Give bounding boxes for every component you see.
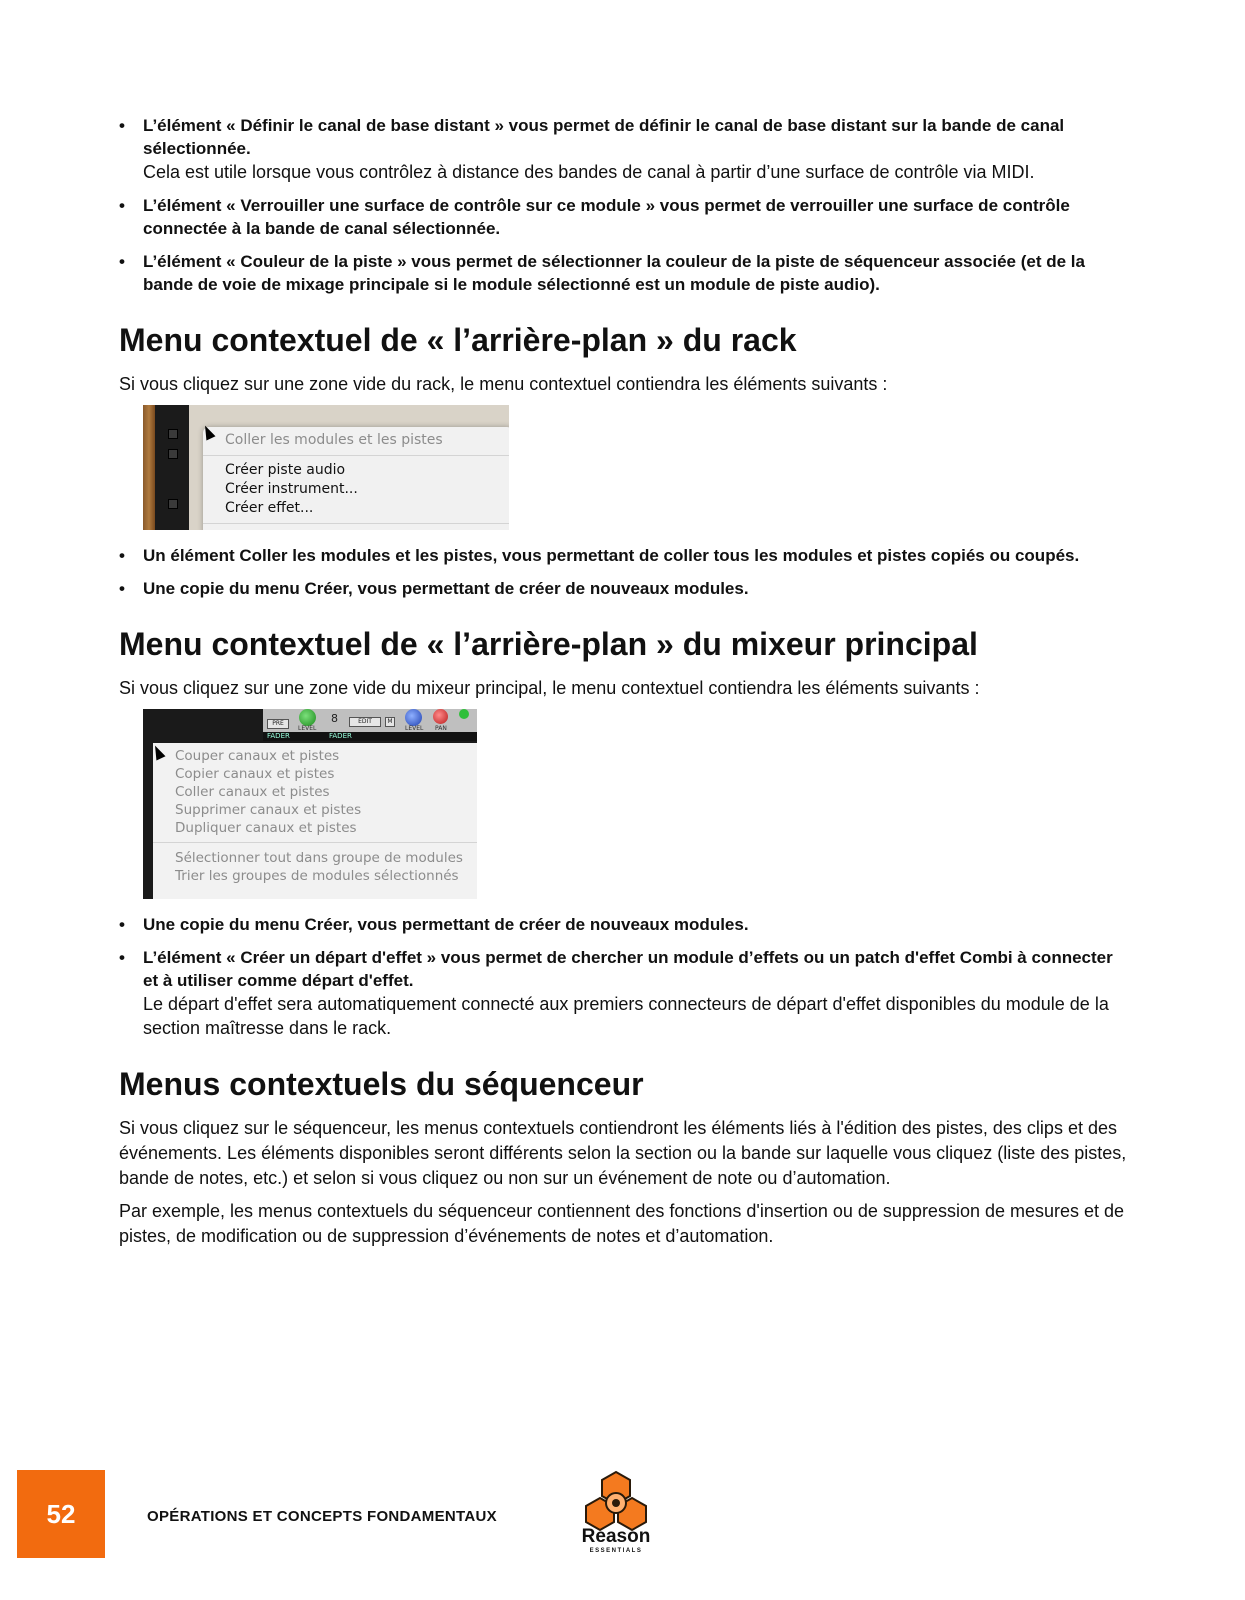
fader-label: FADER — [267, 732, 290, 740]
level-knob-blue — [405, 709, 422, 726]
pan-knob-red — [433, 709, 448, 724]
page-number: 52 — [46, 1498, 76, 1529]
knob-label: LEVEL — [298, 725, 317, 732]
bullet-bold-text: • L’élément « Créer un départ d'effet » vous permet de chercher un module d’effets ou un patch d'effet Combi à connecter et à utiliser comme départ d'effet. — [143, 948, 1113, 990]
menu-item-create-instrument: Créer instrument... — [225, 481, 358, 497]
section-intro: Si vous cliquez sur une zone vide du rack, le menu contextuel contiendra les éléments suivants : — [119, 374, 888, 394]
page-content — [119, 114, 1129, 1257]
list-item — [119, 946, 1129, 1040]
paragraph: Si vous cliquez sur le séquenceur, les menus contextuels contiendront les éléments liés à l'édition des pistes, des clips et des événements. Les éléments disponibles seront différents selon la section ou la bande sur laquelle vous cliquez (liste des pistes, bande de notes, etc.) et selon si vous cliquez ou non sur un événement de note ou d’automation. — [119, 1118, 1127, 1188]
bullet-bold-text: • Une copie du menu Créer, vous permettant de créer de nouveaux modules. — [143, 915, 749, 934]
reason-logo — [578, 1470, 654, 1560]
logo-wordmark: Reason — [581, 1526, 651, 1547]
list-item — [119, 194, 1129, 240]
menu-separator — [203, 455, 509, 456]
context-menu — [203, 427, 509, 530]
mute-button: M — [385, 717, 395, 727]
bullet-bold-text: • L’élément « Couleur de la piste » vous permet de sélectionner la couleur de la piste de séquenceur associée (et de la bande de voie de mixage principale si le module sélectionné est un module de piste audio). — [143, 252, 1085, 294]
channel-number: 8 — [331, 712, 338, 725]
paragraph: Par exemple, les menus contextuels du séquenceur contiennent des fonctions d'insertion ou de suppression de mesures et de pistes, de modification ou de suppression d’événements de notes et d’automation. — [119, 1201, 1125, 1246]
bullet-bold-text: • Un élément Coller les modules et les pistes, vous permettant de coller tous les modules et pistes copiés ou coupés. — [143, 546, 1080, 565]
knob-label: LEVEL — [405, 725, 424, 732]
logo-subtitle: ESSENTIALS — [589, 1548, 643, 1554]
bullet-normal-text: Cela est utile lorsque vous contrôlez à distance des bandes de canal à partir d’une surface de contrôle via MIDI. — [143, 162, 1035, 182]
indicator-led — [459, 709, 469, 719]
menu-separator — [203, 523, 509, 524]
bullet-bold-text: • L’élément « Définir le canal de base distant » vous permet de définir le canal de base distant sur la bande de canal sélectionnée. — [143, 116, 1065, 158]
list-item — [119, 913, 1129, 936]
list-item — [119, 544, 1129, 567]
list-item — [119, 114, 1129, 184]
context-menu — [153, 743, 477, 899]
menu-separator — [153, 842, 477, 843]
rack-hole — [168, 499, 178, 509]
menu-item-sort-groups: Trier les groupes de modules sélectionnés — [175, 868, 459, 884]
rack-hole — [168, 429, 178, 439]
pre-button: PRE — [267, 719, 289, 729]
reason-logo-icon — [583, 1470, 649, 1532]
menu-item-cut: Couper canaux et pistes — [175, 748, 340, 764]
section-intro: Si vous cliquez sur une zone vide du mixeur principal, le menu contextuel contiendra les éléments suivants : — [119, 678, 980, 698]
chapter-title: OPÉRATIONS ET CONCEPTS FONDAMENTAUX — [147, 1508, 497, 1525]
rack-hole — [168, 449, 178, 459]
menu-item-paste: Coller canaux et pistes — [175, 784, 330, 800]
menu-item-copy: Copier canaux et pistes — [175, 766, 335, 782]
bullet-bold-text: • Une copie du menu Créer, vous permettant de créer de nouveaux modules. — [143, 579, 749, 598]
fader-label: FADER — [329, 732, 352, 740]
page-number-box — [17, 1470, 105, 1558]
menu-item-select-all: Sélectionner tout dans groupe de modules — [175, 850, 463, 866]
menu-item-delete: Supprimer canaux et pistes — [175, 802, 362, 818]
fader-bar — [263, 732, 477, 741]
section-heading: Menu contextuel de « l’arrière-plan » du mixeur principal — [119, 626, 978, 662]
section-heading: Menus contextuels du séquenceur — [119, 1066, 644, 1102]
edit-button: EDIT — [349, 717, 381, 727]
level-knob-green — [299, 709, 316, 726]
section-heading: Menu contextuel de « l’arrière-plan » du rack — [119, 322, 797, 358]
menu-item-create-audio: Créer piste audio — [225, 462, 346, 478]
rack-rail-wood — [143, 405, 155, 530]
rack-context-menu-screenshot — [143, 405, 509, 530]
menu-item-create-effect: Créer effet... — [225, 500, 314, 516]
menu-item-paste: Coller les modules et les pistes — [225, 432, 443, 448]
bullet-normal-text: Le départ d'effet sera automatiquement connecté aux premiers connecteurs de départ d'effet disponibles du module de la section maîtresse dans le rack. — [143, 994, 1109, 1038]
rack-rail — [155, 405, 189, 530]
menu-item-duplicate: Dupliquer canaux et pistes — [175, 820, 357, 836]
knob-label: PAN — [435, 725, 447, 732]
list-item — [119, 577, 1129, 600]
bullet-bold-text: • L’élément « Verrouiller une surface de contrôle sur ce module » vous permet de verrouiller une surface de contrôle connectée à la bande de canal sélectionnée. — [143, 196, 1070, 238]
list-item — [119, 250, 1129, 296]
mixer-context-menu-screenshot — [143, 709, 477, 899]
